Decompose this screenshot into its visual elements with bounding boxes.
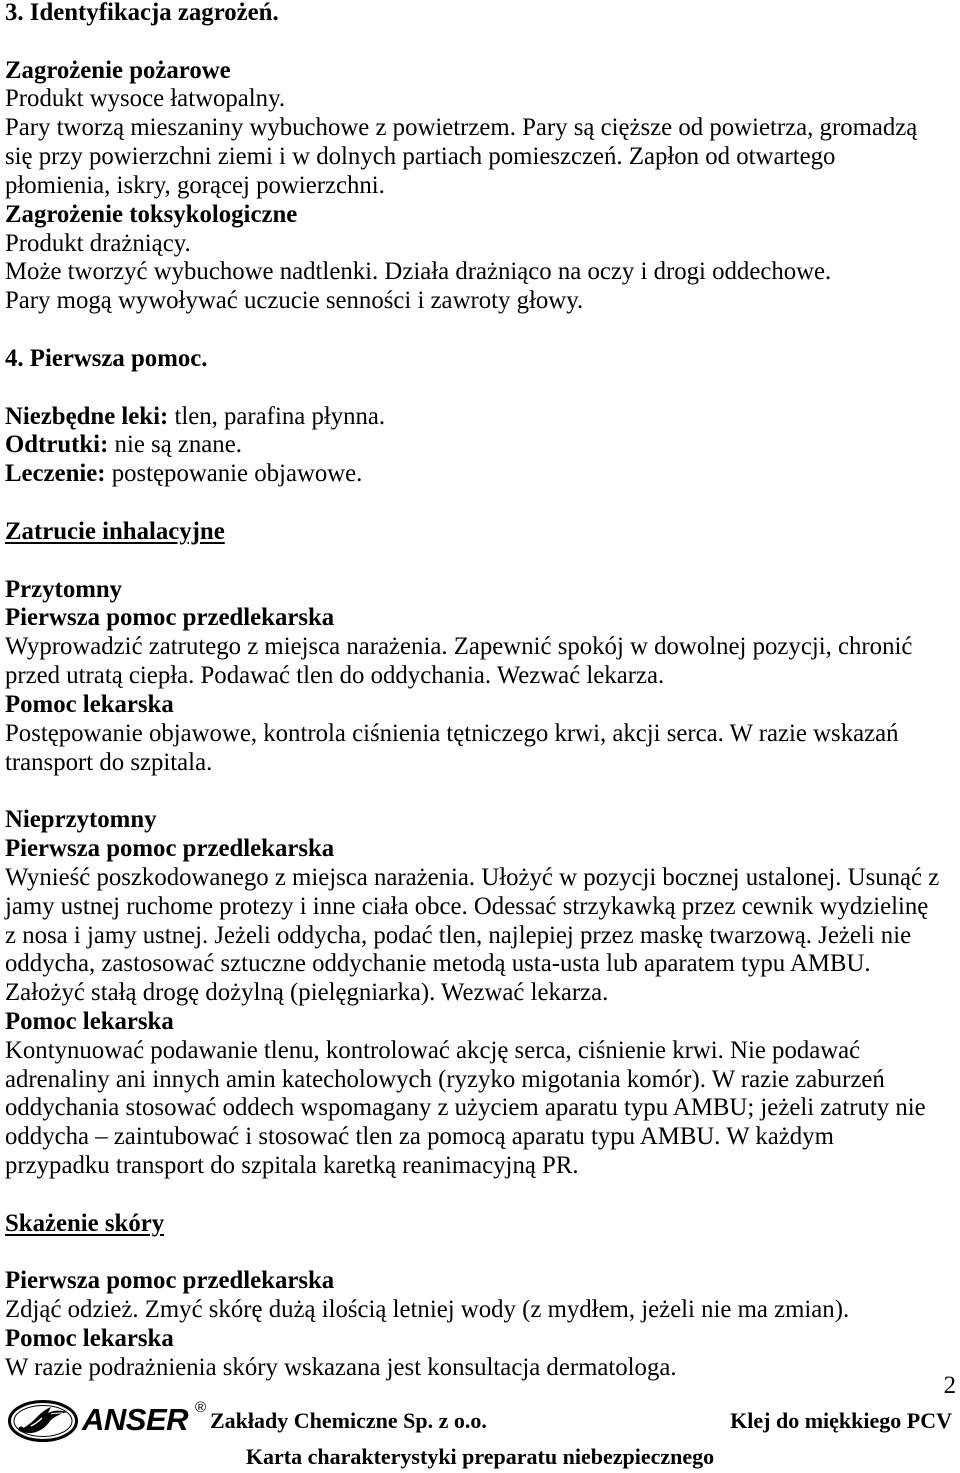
conscious-heading: Przytomny [5,575,123,603]
skin-heading-line [5,1210,955,1239]
unconscious-medical-aid-line: Kontynuować podawanie tlenu, kontrolować akcję serca, ciśnienie krwi. Nie podawać [5,1036,861,1064]
unconscious-first-aid-heading: Pierwsza pomoc przedlekarska [5,835,335,863]
treatment-label: Leczenie: [5,460,106,488]
inhalation-heading: Zatrucie inhalacyjne [5,517,225,545]
blank-line [5,1181,955,1210]
medicines-label: Niezbędne leki: [5,402,169,430]
unconscious-first-aid-line: Wynieść poszkodowanego z miejsca narażenia. Ułożyć w pozycji bocznej ustalonej. Usunąć z [5,863,940,891]
unconscious-heading: Nieprzytomny [5,806,157,834]
fire-hazard-heading: Zagrożenie pożarowe [5,56,231,84]
footer-product-name: Klej do miękkiego PCV [730,1408,952,1433]
unconscious-first-aid-line: oddycha, zastosować sztuczne oddychanie metodą usta-usta lub aparatem typu AMBU. [5,950,871,978]
unconscious-medical-aid-line: przypadku transport do szpitala karetką reanimacyjną PR. [5,1152,579,1180]
conscious-medical-aid-line: transport do szpitala. [5,748,213,776]
blank-line [5,777,955,806]
unconscious-medical-aid-line: oddycha – zaintubować i stosować tlen za pomocą aparatu typu AMBU. W każdym [5,1123,834,1151]
unconscious-first-aid-line: Założyć stałą drogę dożylną (pielęgniarka). Wezwać lekarza. [5,979,609,1007]
inhalation-heading-line [5,518,955,547]
blank-line [5,489,955,518]
conscious-first-aid-line: Wyprowadzić zatrutego z miejsca narażenia. Zapewnić spokój w dowolnej pozycji, chronić [5,633,913,661]
page-number: 2 [943,1372,956,1399]
fire-hazard-line: Produkt wysoce łatwopalny. [5,85,286,113]
section-4-title: 4. Pierwsza pomoc. [5,344,208,372]
blank-line [5,28,955,57]
treatment-line [5,460,955,489]
unconscious-medical-aid-line: oddychania stosować oddech wspomagany z użyciem aparatu typu AMBU; jeżeli zatruty nie [5,1094,926,1122]
medicines-value: tlen, parafina płynna. [174,402,386,430]
toxic-hazard-line: Pary mogą wywoływać uczucie senności i zawroty głowy. [5,287,584,315]
footer-document-type: Karta charakterystyki preparatu niebezpiecznego [245,1444,715,1469]
conscious-first-aid-line: przed utratą ciepła. Podawać tlen do oddychania. Wezwać lekarza. [5,662,665,690]
antidotes-line [5,431,955,460]
fire-hazard-line: Pary tworzą mieszaniny wybuchowe z powietrzem. Pary są cięższe od powietrza, gromadzą [5,114,918,142]
blank-line [5,374,955,403]
conscious-medical-aid-line: Postępowanie objawowe, kontrola ciśnienia tętniczego krwi, akcji serca. W razie wskazań [5,719,899,747]
skin-first-aid-heading: Pierwsza pomoc przedlekarska [5,1267,335,1295]
toxic-hazard-line: Może tworzyć wybuchowe nadtlenki. Działa drażniąco na oczy i drogi oddechowe. [5,258,832,286]
antidotes-value: nie są znane. [114,431,242,459]
fire-hazard-line: się przy powierzchni ziemi i w dolnych partiach pomieszczeń. Zapłon od otwartego [5,143,836,171]
skin-first-aid-line: Zdjąć odzież. Zmyć skórę dużą ilością letniej wody (z mydłem, jeżeli nie ma zmian). [5,1296,850,1324]
treatment-value: postępowanie objawowe. [111,460,363,488]
fire-hazard-line: płomienia, iskry, gorącej powierzchni. [5,171,385,199]
skin-medical-aid-heading: Pomoc lekarska [5,1325,174,1353]
unconscious-medical-aid-line: adrenaliny ani innych amin katecholowych (ryzyko migotania komór). W razie zaburzeń [5,1065,885,1093]
anser-logo-text: ANSER [82,1402,189,1437]
bird-emblem-icon [7,1399,79,1443]
conscious-first-aid-heading: Pierwsza pomoc przedlekarska [5,604,335,632]
unconscious-medical-aid-heading: Pomoc lekarska [5,1007,174,1035]
toxic-hazard-heading: Zagrożenie toksykologiczne [5,200,298,228]
skin-heading: Skażenie skóry [5,1209,165,1237]
medicines-line [5,403,955,432]
document-body [5,0,955,1383]
conscious-medical-aid-heading: Pomoc lekarska [5,690,174,718]
footer-company-name: Zakłady Chemiczne Sp. z o.o. [210,1408,487,1433]
antidotes-label: Odtrutki: [5,431,109,459]
unconscious-first-aid-line: jamy ustnej ruchome protezy i inne ciała obce. Odessać strzykawką przez cewnik wydzielinę [5,892,929,920]
unconscious-first-aid-line: z nosa i jamy ustnej. Jeżeli oddycha, podać tlen, najlepiej przez maskę twarzową. Jeżeli nie [5,921,912,949]
registered-mark: ® [195,1399,207,1416]
section-3-title: 3. Identyfikacja zagrożeń. [5,0,279,26]
blank-line [5,547,955,576]
skin-medical-aid-line: W razie podrażnienia skóry wskazana jest konsultacja dermatologa. [5,1353,677,1381]
blank-line [5,1239,955,1268]
blank-line [5,316,955,345]
toxic-hazard-line: Produkt drażniący. [5,229,191,257]
